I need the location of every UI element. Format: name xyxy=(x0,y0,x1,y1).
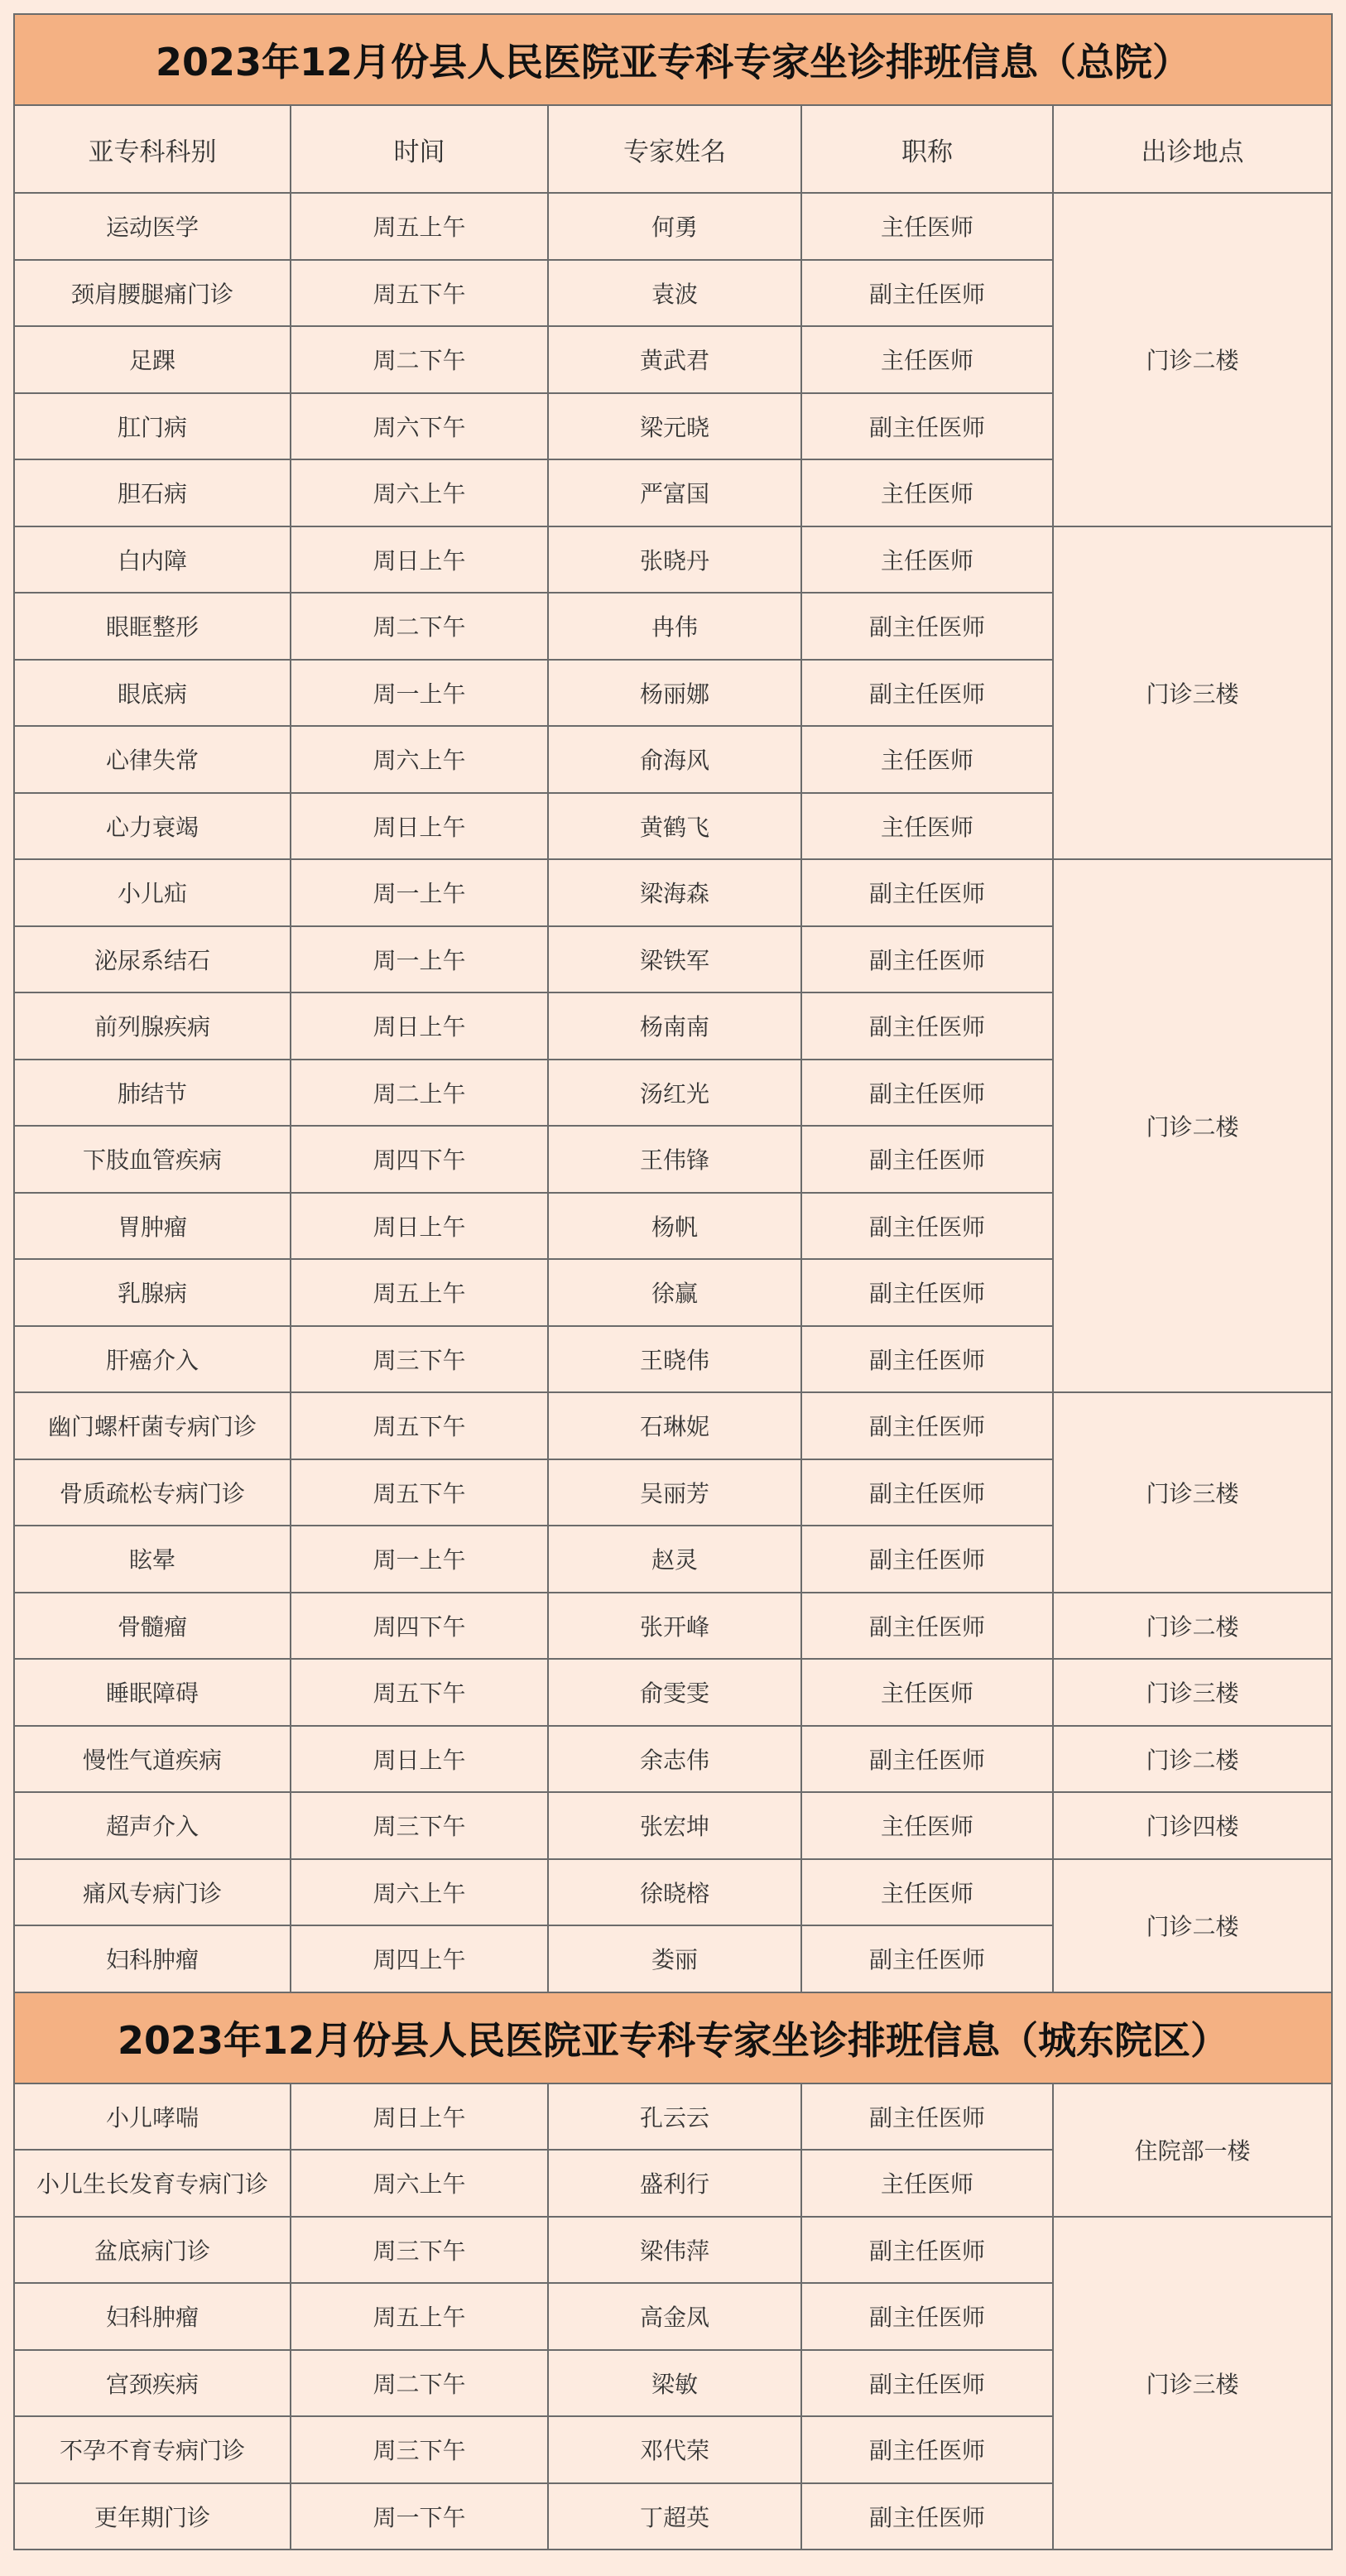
time-cell: 周日上午 xyxy=(291,2083,548,2151)
job-title-cell: 副主任医师 xyxy=(801,260,1053,327)
specialty-cell: 骨髓瘤 xyxy=(14,1593,291,1660)
job-title-cell: 副主任医师 xyxy=(801,1060,1053,1127)
specialty-cell: 睡眠障碍 xyxy=(14,1659,291,1726)
header-expert-name: 专家姓名 xyxy=(548,105,801,193)
specialty-cell: 前列腺疾病 xyxy=(14,992,291,1060)
job-title-cell: 主任医师 xyxy=(801,1792,1053,1859)
expert-name-cell: 杨南南 xyxy=(548,992,801,1060)
expert-name-cell: 梁海森 xyxy=(548,859,801,926)
specialty-cell: 小儿疝 xyxy=(14,859,291,926)
table-row xyxy=(14,859,1332,926)
job-title-cell: 主任医师 xyxy=(801,1859,1053,1926)
schedule-sheet xyxy=(13,13,1331,2550)
job-title-cell: 主任医师 xyxy=(801,193,1053,260)
job-title-cell: 副主任医师 xyxy=(801,593,1053,660)
job-title-cell: 主任医师 xyxy=(801,326,1053,393)
job-title-cell: 副主任医师 xyxy=(801,926,1053,993)
job-title-cell: 副主任医师 xyxy=(801,992,1053,1060)
specialty-cell: 更年期门诊 xyxy=(14,2483,291,2550)
job-title-cell: 副主任医师 xyxy=(801,1459,1053,1526)
expert-name-cell: 俞海风 xyxy=(548,726,801,793)
time-cell: 周二下午 xyxy=(291,326,548,393)
expert-name-cell: 杨丽娜 xyxy=(548,660,801,727)
header-row xyxy=(14,105,1332,193)
time-cell: 周六下午 xyxy=(291,393,548,460)
expert-name-cell: 王伟锋 xyxy=(548,1126,801,1193)
expert-name-cell: 徐晓榕 xyxy=(548,1859,801,1926)
specialty-cell: 肺结节 xyxy=(14,1060,291,1127)
job-title-cell: 主任医师 xyxy=(801,459,1053,526)
location-cell: 门诊二楼 xyxy=(1053,1859,1332,1992)
table-row xyxy=(14,1792,1332,1859)
job-title-cell: 主任医师 xyxy=(801,726,1053,793)
expert-name-cell: 吴丽芳 xyxy=(548,1459,801,1526)
time-cell: 周六上午 xyxy=(291,1859,548,1926)
expert-name-cell: 邓代荣 xyxy=(548,2416,801,2483)
specialty-cell: 眼眶整形 xyxy=(14,593,291,660)
time-cell: 周五下午 xyxy=(291,1392,548,1459)
expert-name-cell: 赵灵 xyxy=(548,1526,801,1593)
specialty-cell: 骨质疏松专病门诊 xyxy=(14,1459,291,1526)
job-title-cell: 副主任医师 xyxy=(801,660,1053,727)
specialty-cell: 心律失常 xyxy=(14,726,291,793)
job-title-cell: 副主任医师 xyxy=(801,1593,1053,1660)
location-cell: 住院部一楼 xyxy=(1053,2083,1332,2217)
specialty-cell: 泌尿系结石 xyxy=(14,926,291,993)
job-title-cell: 副主任医师 xyxy=(801,1392,1053,1459)
time-cell: 周五上午 xyxy=(291,1259,548,1326)
specialty-cell: 眼底病 xyxy=(14,660,291,727)
expert-name-cell: 孔云云 xyxy=(548,2083,801,2151)
specialty-cell: 盆底病门诊 xyxy=(14,2217,291,2284)
header-time: 时间 xyxy=(291,105,548,193)
table-row xyxy=(14,193,1332,260)
time-cell: 周四下午 xyxy=(291,1593,548,1660)
main-title-row xyxy=(14,14,1332,105)
job-title-cell: 主任医师 xyxy=(801,1659,1053,1726)
specialty-cell: 宫颈疾病 xyxy=(14,2350,291,2417)
job-title-cell: 副主任医师 xyxy=(801,1925,1053,1992)
time-cell: 周一上午 xyxy=(291,859,548,926)
time-cell: 周五上午 xyxy=(291,193,548,260)
expert-name-cell: 梁敏 xyxy=(548,2350,801,2417)
header-location: 出诊地点 xyxy=(1053,105,1332,193)
specialty-cell: 肛门病 xyxy=(14,393,291,460)
time-cell: 周日上午 xyxy=(291,793,548,860)
expert-name-cell: 梁伟萍 xyxy=(548,2217,801,2284)
specialty-cell: 妇科肿瘤 xyxy=(14,1925,291,1992)
specialty-cell: 超声介入 xyxy=(14,1792,291,1859)
job-title-cell: 副主任医师 xyxy=(801,1259,1053,1326)
specialty-cell: 乳腺病 xyxy=(14,1259,291,1326)
specialty-cell: 下肢血管疾病 xyxy=(14,1126,291,1193)
job-title-cell: 主任医师 xyxy=(801,2150,1053,2217)
specialty-cell: 小儿生长发育专病门诊 xyxy=(14,2150,291,2217)
time-cell: 周一上午 xyxy=(291,1526,548,1593)
expert-name-cell: 丁超英 xyxy=(548,2483,801,2550)
expert-name-cell: 张开峰 xyxy=(548,1593,801,1660)
expert-name-cell: 杨帆 xyxy=(548,1193,801,1260)
table-row xyxy=(14,1859,1332,1926)
table-row xyxy=(14,1392,1332,1459)
job-title-cell: 副主任医师 xyxy=(801,2483,1053,2550)
time-cell: 周日上午 xyxy=(291,1726,548,1793)
job-title-cell: 副主任医师 xyxy=(801,393,1053,460)
time-cell: 周三下午 xyxy=(291,2217,548,2284)
job-title-cell: 副主任医师 xyxy=(801,1326,1053,1393)
expert-name-cell: 盛利行 xyxy=(548,2150,801,2217)
time-cell: 周三下午 xyxy=(291,2416,548,2483)
time-cell: 周二下午 xyxy=(291,593,548,660)
location-cell: 门诊四楼 xyxy=(1053,1792,1332,1859)
specialty-cell: 胆石病 xyxy=(14,459,291,526)
schedule-table-body xyxy=(14,14,1332,2550)
main-title: 2023年12月份县人民医院亚专科专家坐诊排班信息（总院） xyxy=(14,14,1332,105)
job-title-cell: 副主任医师 xyxy=(801,2350,1053,2417)
table-row xyxy=(14,2083,1332,2151)
time-cell: 周五下午 xyxy=(291,1459,548,1526)
expert-name-cell: 梁元晓 xyxy=(548,393,801,460)
expert-name-cell: 王晓伟 xyxy=(548,1326,801,1393)
header-job-title: 职称 xyxy=(801,105,1053,193)
specialty-cell: 心力衰竭 xyxy=(14,793,291,860)
expert-name-cell: 张晓丹 xyxy=(548,526,801,594)
schedule-table xyxy=(13,13,1333,2550)
expert-name-cell: 严富国 xyxy=(548,459,801,526)
job-title-cell: 副主任医师 xyxy=(801,2416,1053,2483)
time-cell: 周六上午 xyxy=(291,726,548,793)
job-title-cell: 副主任医师 xyxy=(801,1126,1053,1193)
time-cell: 周二下午 xyxy=(291,2350,548,2417)
specialty-cell: 白内障 xyxy=(14,526,291,594)
time-cell: 周一上午 xyxy=(291,660,548,727)
table-row xyxy=(14,1593,1332,1660)
specialty-cell: 肝癌介入 xyxy=(14,1326,291,1393)
job-title-cell: 副主任医师 xyxy=(801,859,1053,926)
east-title: 2023年12月份县人民医院亚专科专家坐诊排班信息（城东院区） xyxy=(14,1992,1332,2083)
job-title-cell: 主任医师 xyxy=(801,526,1053,594)
expert-name-cell: 高金凤 xyxy=(548,2283,801,2350)
specialty-cell: 胃肿瘤 xyxy=(14,1193,291,1260)
east-title-row xyxy=(14,1992,1332,2083)
time-cell: 周四下午 xyxy=(291,1126,548,1193)
time-cell: 周三下午 xyxy=(291,1326,548,1393)
specialty-cell: 运动医学 xyxy=(14,193,291,260)
table-row xyxy=(14,1659,1332,1726)
time-cell: 周五上午 xyxy=(291,2283,548,2350)
time-cell: 周日上午 xyxy=(291,992,548,1060)
specialty-cell: 足踝 xyxy=(14,326,291,393)
location-cell: 门诊三楼 xyxy=(1053,2217,1332,2550)
table-row xyxy=(14,2217,1332,2284)
time-cell: 周六上午 xyxy=(291,2150,548,2217)
location-cell: 门诊二楼 xyxy=(1053,193,1332,526)
time-cell: 周一下午 xyxy=(291,2483,548,2550)
specialty-cell: 痛风专病门诊 xyxy=(14,1859,291,1926)
expert-name-cell: 黄武君 xyxy=(548,326,801,393)
time-cell: 周一上午 xyxy=(291,926,548,993)
expert-name-cell: 张宏坤 xyxy=(548,1792,801,1859)
time-cell: 周五下午 xyxy=(291,260,548,327)
specialty-cell: 慢性气道疾病 xyxy=(14,1726,291,1793)
job-title-cell: 副主任医师 xyxy=(801,1726,1053,1793)
specialty-cell: 小儿哮喘 xyxy=(14,2083,291,2151)
header-specialty: 亚专科科别 xyxy=(14,105,291,193)
specialty-cell: 幽门螺杆菌专病门诊 xyxy=(14,1392,291,1459)
location-cell: 门诊二楼 xyxy=(1053,1593,1332,1660)
specialty-cell: 不孕不育专病门诊 xyxy=(14,2416,291,2483)
expert-name-cell: 梁铁军 xyxy=(548,926,801,993)
job-title-cell: 副主任医师 xyxy=(801,2217,1053,2284)
expert-name-cell: 石琳妮 xyxy=(548,1392,801,1459)
expert-name-cell: 黄鹤飞 xyxy=(548,793,801,860)
specialty-cell: 妇科肿瘤 xyxy=(14,2283,291,2350)
expert-name-cell: 俞雯雯 xyxy=(548,1659,801,1726)
expert-name-cell: 冉伟 xyxy=(548,593,801,660)
job-title-cell: 副主任医师 xyxy=(801,1193,1053,1260)
expert-name-cell: 余志伟 xyxy=(548,1726,801,1793)
time-cell: 周五下午 xyxy=(291,1659,548,1726)
specialty-cell: 眩晕 xyxy=(14,1526,291,1593)
expert-name-cell: 汤红光 xyxy=(548,1060,801,1127)
time-cell: 周日上午 xyxy=(291,526,548,594)
location-cell: 门诊三楼 xyxy=(1053,1659,1332,1726)
time-cell: 周日上午 xyxy=(291,1193,548,1260)
job-title-cell: 主任医师 xyxy=(801,793,1053,860)
job-title-cell: 副主任医师 xyxy=(801,2283,1053,2350)
table-row xyxy=(14,1726,1332,1793)
specialty-cell: 颈肩腰腿痛门诊 xyxy=(14,260,291,327)
location-cell: 门诊三楼 xyxy=(1053,1392,1332,1593)
time-cell: 周二上午 xyxy=(291,1060,548,1127)
time-cell: 周六上午 xyxy=(291,459,548,526)
job-title-cell: 副主任医师 xyxy=(801,1526,1053,1593)
time-cell: 周三下午 xyxy=(291,1792,548,1859)
expert-name-cell: 徐赢 xyxy=(548,1259,801,1326)
expert-name-cell: 何勇 xyxy=(548,193,801,260)
expert-name-cell: 娄丽 xyxy=(548,1925,801,1992)
expert-name-cell: 袁波 xyxy=(548,260,801,327)
table-row xyxy=(14,526,1332,594)
location-cell: 门诊二楼 xyxy=(1053,1726,1332,1793)
job-title-cell: 副主任医师 xyxy=(801,2083,1053,2151)
location-cell: 门诊二楼 xyxy=(1053,859,1332,1392)
location-cell: 门诊三楼 xyxy=(1053,526,1332,860)
time-cell: 周四上午 xyxy=(291,1925,548,1992)
